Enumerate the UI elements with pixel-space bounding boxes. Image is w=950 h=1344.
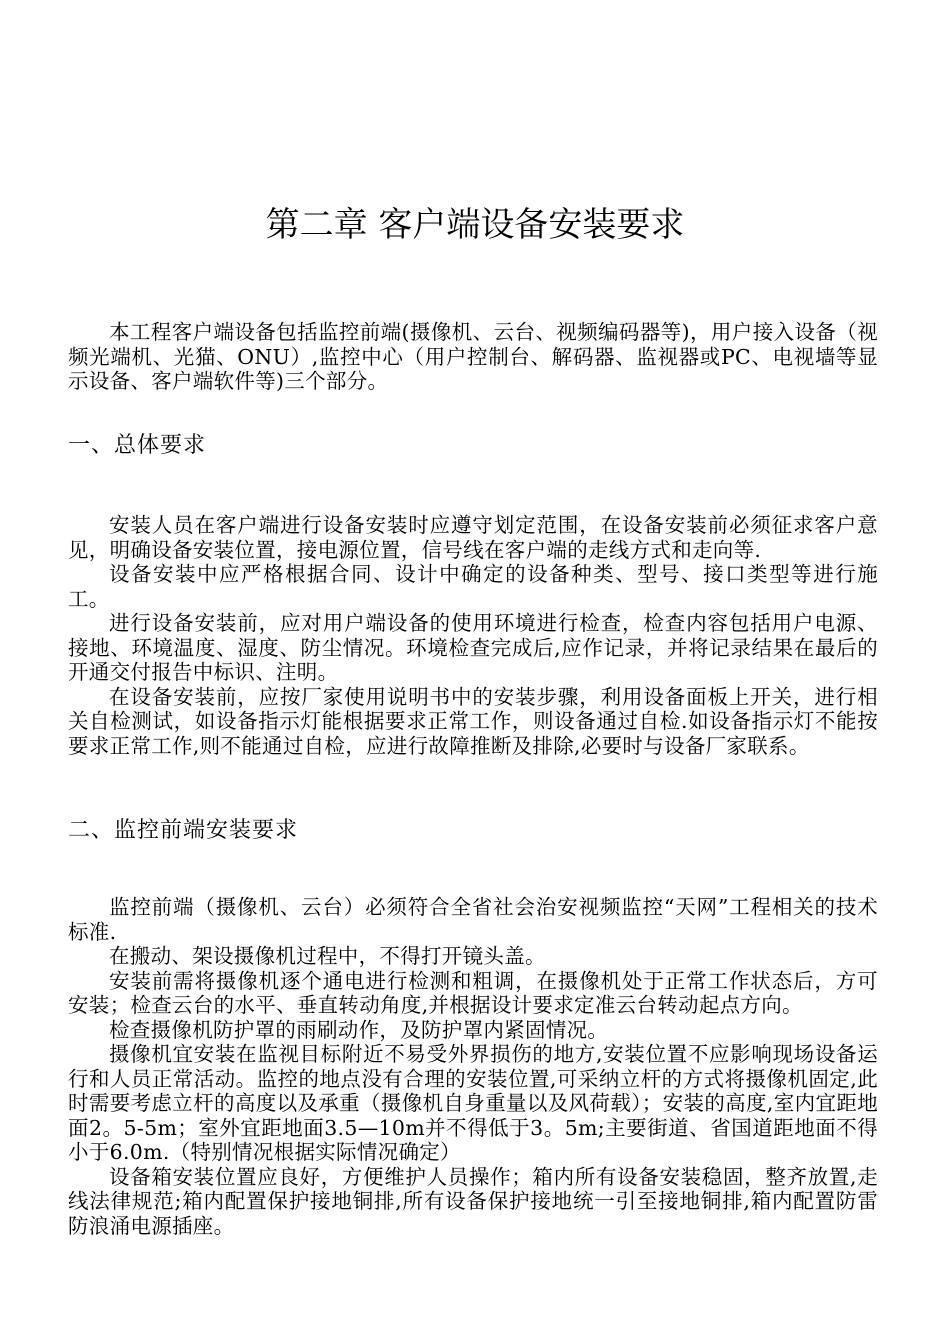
body-paragraph: 进行设备安装前，应对用户端设备的使用环境进行检查，检查内容包括用户电源、接地、环境温度、湿度、防尘情况。环境检查完成后,应作记录，并将记录结果在最后的开通交付报告中标识、注明。 <box>68 611 878 684</box>
body-paragraph: 设备箱安装位置应良好，方便维护人员操作；箱内所有设备安装稳固，整齐放置,走线法律规范;箱内配置保护接地铜排,所有设备保护接地统一引至接地铜排,箱内配置防雷防浪涌电源插座。 <box>68 1164 878 1238</box>
body-paragraph: 在设备安装前，应按厂家使用说明书中的安装步骤，利用设备面板上开关，进行相关自检测试，如设备指示灯能根据要求正常工作，则设备通过自检.如设备指示灯不能按要求正常工作,则不能通过自检，应进行故障推断及排除,必要时与设备厂家联系。 <box>68 684 878 758</box>
section-general-body <box>68 513 878 758</box>
intro-block <box>68 320 878 394</box>
section-front-end-body <box>68 895 878 1238</box>
body-paragraph: 监控前端（摄像机、云台）必须符合全省社会治安视频监控“天网”工程相关的技术标准. <box>68 895 878 944</box>
chapter-title: 第二章 客户端设备安装要求 <box>265 205 685 245</box>
body-paragraph: 安装人员在客户端进行设备安装时应遵守划定范围，在设备安装前必须征求客户意见，明确设备安装位置，接电源位置，信号线在客户端的走线方式和走向等. <box>68 513 878 562</box>
section-heading-front-end: 二、监控前端安装要求 <box>68 818 299 843</box>
section-heading-general: 一、总体要求 <box>68 433 207 458</box>
body-paragraph: 安装前需将摄像机逐个通电进行检测和粗调，在摄像机处于正常工作状态后，方可安装；检查云台的水平、垂直转动角度,并根据设计要求定准云台转动起点方向。 <box>68 968 878 1017</box>
intro-paragraph: 本工程客户端设备包括监控前端(摄像机、云台、视频编码器等)，用户接入设备（视频光端机、光猫、ONU）,监控中心（用户控制台、解码器、监视器或PC、电视墙等显示设备、客户端软件等)三个部分。 <box>68 320 878 393</box>
body-paragraph: 摄像机宜安装在监视目标附近不易受外界损伤的地方,安装位置不应影响现场设备运行和人员正常活动。监控的地点没有合理的安装位置,可采纳立杆的方式将摄像机固定,此时需要考虑立杆的高度以及承重（摄像机自身重量以及风荷载）；安装的高度,室内宜距地面2。5-5m；室外宜距地面3.5—10m并不得低于3。5m;主要街道、省国道距地面不得小于6.0m.（特别情况根据实际情况确定） <box>68 1042 878 1164</box>
body-paragraph: 检查摄像机防护罩的雨刷动作，及防护罩内紧固情况。 <box>109 1017 609 1042</box>
body-paragraph: 设备安装中应严格根据合同、设计中确定的设备种类、型号、接口类型等进行施工。 <box>68 562 878 611</box>
body-paragraph: 在搬动、架设摄像机过程中，不得打开镜头盖。 <box>109 944 546 968</box>
